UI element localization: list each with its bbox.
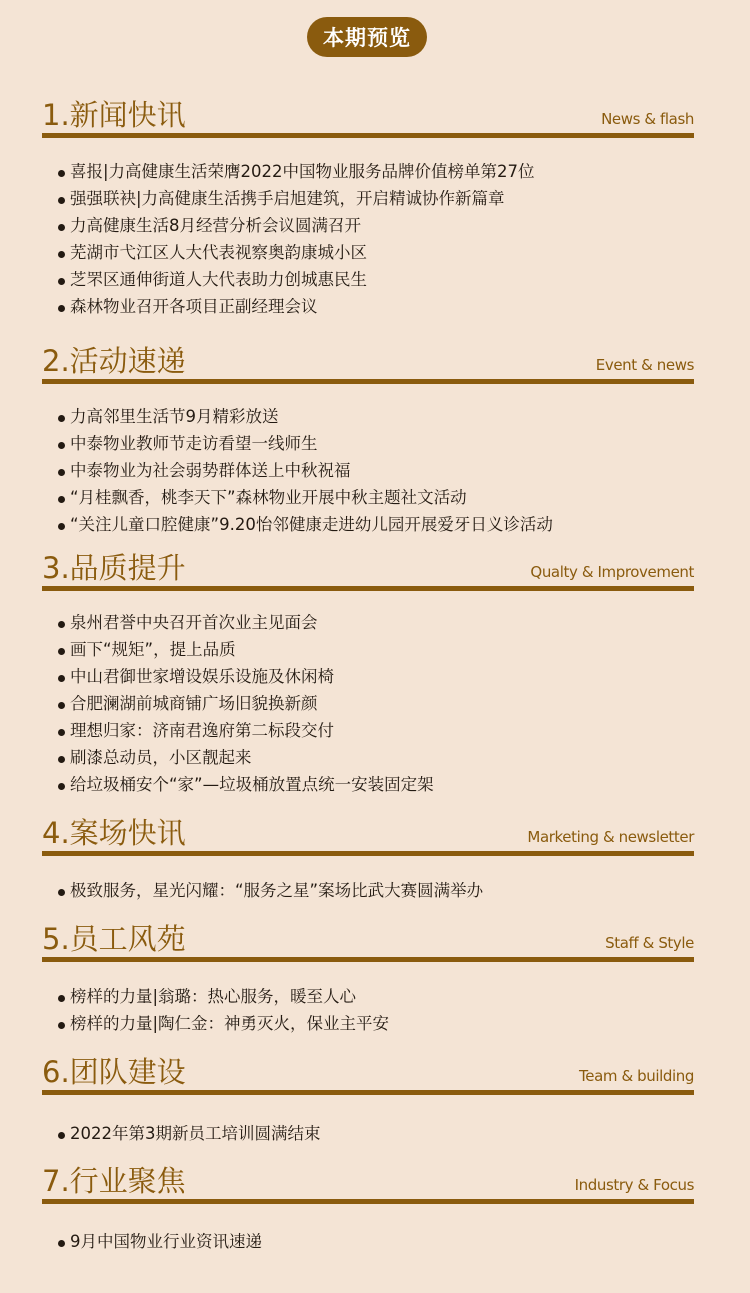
section-header <box>42 919 694 957</box>
section-title: 3.品质提升 <box>42 551 186 585</box>
section-header <box>42 548 694 586</box>
section-title: 4.案场快讯 <box>42 816 186 850</box>
article-link[interactable]: 强强联袂|力高健康生活携手启旭建筑，开启精诚协作新篇章 <box>42 185 694 212</box>
bullet-icon <box>58 729 65 736</box>
section-divider <box>42 379 694 384</box>
article-list <box>42 609 694 798</box>
bullet-icon <box>58 702 65 709</box>
section-subtitle: Team & building <box>579 1067 694 1085</box>
section-subtitle: Qualty & Improvement <box>530 563 694 581</box>
section-title: 7.行业聚焦 <box>42 1164 186 1198</box>
bullet-icon <box>58 1132 65 1139</box>
article-link[interactable]: 给垃圾桶安个“家”—垃圾桶放置点统一安装固定架 <box>42 771 694 798</box>
bullet-icon <box>58 469 65 476</box>
section-header <box>42 1161 694 1199</box>
article-list <box>42 877 694 904</box>
section-subtitle: Event & news <box>595 356 694 374</box>
section-news-flash <box>42 95 694 320</box>
issue-preview-badge: 本期预览 <box>307 17 427 57</box>
article-link[interactable]: 中泰物业教师节走访看望一线师生 <box>42 430 694 457</box>
bullet-icon <box>58 1240 65 1247</box>
article-link[interactable]: 中山君御世家增设娱乐设施及休闲椅 <box>42 663 694 690</box>
section-subtitle: Marketing & newsletter <box>527 828 694 846</box>
section-event-news <box>42 341 694 538</box>
section-subtitle: Staff & Style <box>605 934 694 952</box>
section-industry-focus <box>42 1161 694 1255</box>
section-title: 1.新闻快讯 <box>42 98 186 132</box>
article-link[interactable]: 榜样的力量|翁璐：热心服务，暖至人心 <box>42 983 694 1010</box>
article-list <box>42 983 694 1037</box>
section-header <box>42 95 694 133</box>
article-link[interactable]: “月桂飘香，桃李天下”森林物业开展中秋主题社文活动 <box>42 484 694 511</box>
bullet-icon <box>58 251 65 258</box>
bullet-icon <box>58 756 65 763</box>
article-link[interactable]: 芝罘区通伸街道人大代表助力创城惠民生 <box>42 266 694 293</box>
section-header <box>42 341 694 379</box>
bullet-icon <box>58 523 65 530</box>
article-link[interactable]: 榜样的力量|陶仁金：神勇灭火，保业主平安 <box>42 1010 694 1037</box>
section-quality-improvement <box>42 548 694 798</box>
bullet-icon <box>58 995 65 1002</box>
article-link[interactable]: 刷漆总动员，小区靓起来 <box>42 744 694 771</box>
article-list <box>42 403 694 538</box>
article-link[interactable]: 泉州君誉中央召开首次业主见面会 <box>42 609 694 636</box>
article-link[interactable]: 合肥澜湖前城商铺广场旧貌换新颜 <box>42 690 694 717</box>
article-link[interactable]: 中泰物业为社会弱势群体送上中秋祝福 <box>42 457 694 484</box>
bullet-icon <box>58 305 65 312</box>
section-team-building <box>42 1052 694 1147</box>
bullet-icon <box>58 1022 65 1029</box>
bullet-icon <box>58 278 65 285</box>
article-link[interactable]: 极致服务，星光闪耀：“服务之星”案场比武大赛圆满举办 <box>42 877 694 904</box>
bullet-icon <box>58 170 65 177</box>
section-subtitle: News & flash <box>601 110 694 128</box>
bullet-icon <box>58 675 65 682</box>
bullet-icon <box>58 648 65 655</box>
section-divider <box>42 1199 694 1204</box>
article-list <box>42 1120 694 1147</box>
article-link[interactable]: 理想归家：济南君逸府第二标段交付 <box>42 717 694 744</box>
section-title: 6.团队建设 <box>42 1055 186 1089</box>
article-list <box>42 158 694 320</box>
section-marketing-newsletter <box>42 813 694 904</box>
article-list <box>42 1228 694 1255</box>
bullet-icon <box>58 224 65 231</box>
section-divider <box>42 1090 694 1095</box>
section-header <box>42 1052 694 1090</box>
bullet-icon <box>58 415 65 422</box>
section-divider <box>42 586 694 591</box>
bullet-icon <box>58 889 65 896</box>
bullet-icon <box>58 621 65 628</box>
bullet-icon <box>58 197 65 204</box>
bullet-icon <box>58 496 65 503</box>
article-link[interactable]: 森林物业召开各项目正副经理会议 <box>42 293 694 320</box>
article-link[interactable]: 芜湖市弋江区人大代表视察奥韵康城小区 <box>42 239 694 266</box>
section-divider <box>42 957 694 962</box>
article-link[interactable]: 喜报|力高健康生活荣膺2022中国物业服务品牌价值榜单第27位 <box>42 158 694 185</box>
article-link[interactable]: 9月中国物业行业资讯速递 <box>42 1228 694 1255</box>
article-link[interactable]: 力高健康生活8月经营分析会议圆满召开 <box>42 212 694 239</box>
section-title: 5.员工风苑 <box>42 922 186 956</box>
section-divider <box>42 133 694 138</box>
section-header <box>42 813 694 851</box>
article-link[interactable]: “关注儿童口腔健康”9.20怡邻健康走进幼儿园开展爱牙日义诊活动 <box>42 511 694 538</box>
article-link[interactable]: 2022年第3期新员工培训圆满结束 <box>42 1120 694 1147</box>
section-staff-style <box>42 919 694 1037</box>
article-link[interactable]: 画下“规矩”，提上品质 <box>42 636 694 663</box>
section-divider <box>42 851 694 856</box>
section-title: 2.活动速递 <box>42 344 186 378</box>
bullet-icon <box>58 442 65 449</box>
article-link[interactable]: 力高邻里生活节9月精彩放送 <box>42 403 694 430</box>
bullet-icon <box>58 783 65 790</box>
section-subtitle: Industry & Focus <box>574 1176 694 1194</box>
